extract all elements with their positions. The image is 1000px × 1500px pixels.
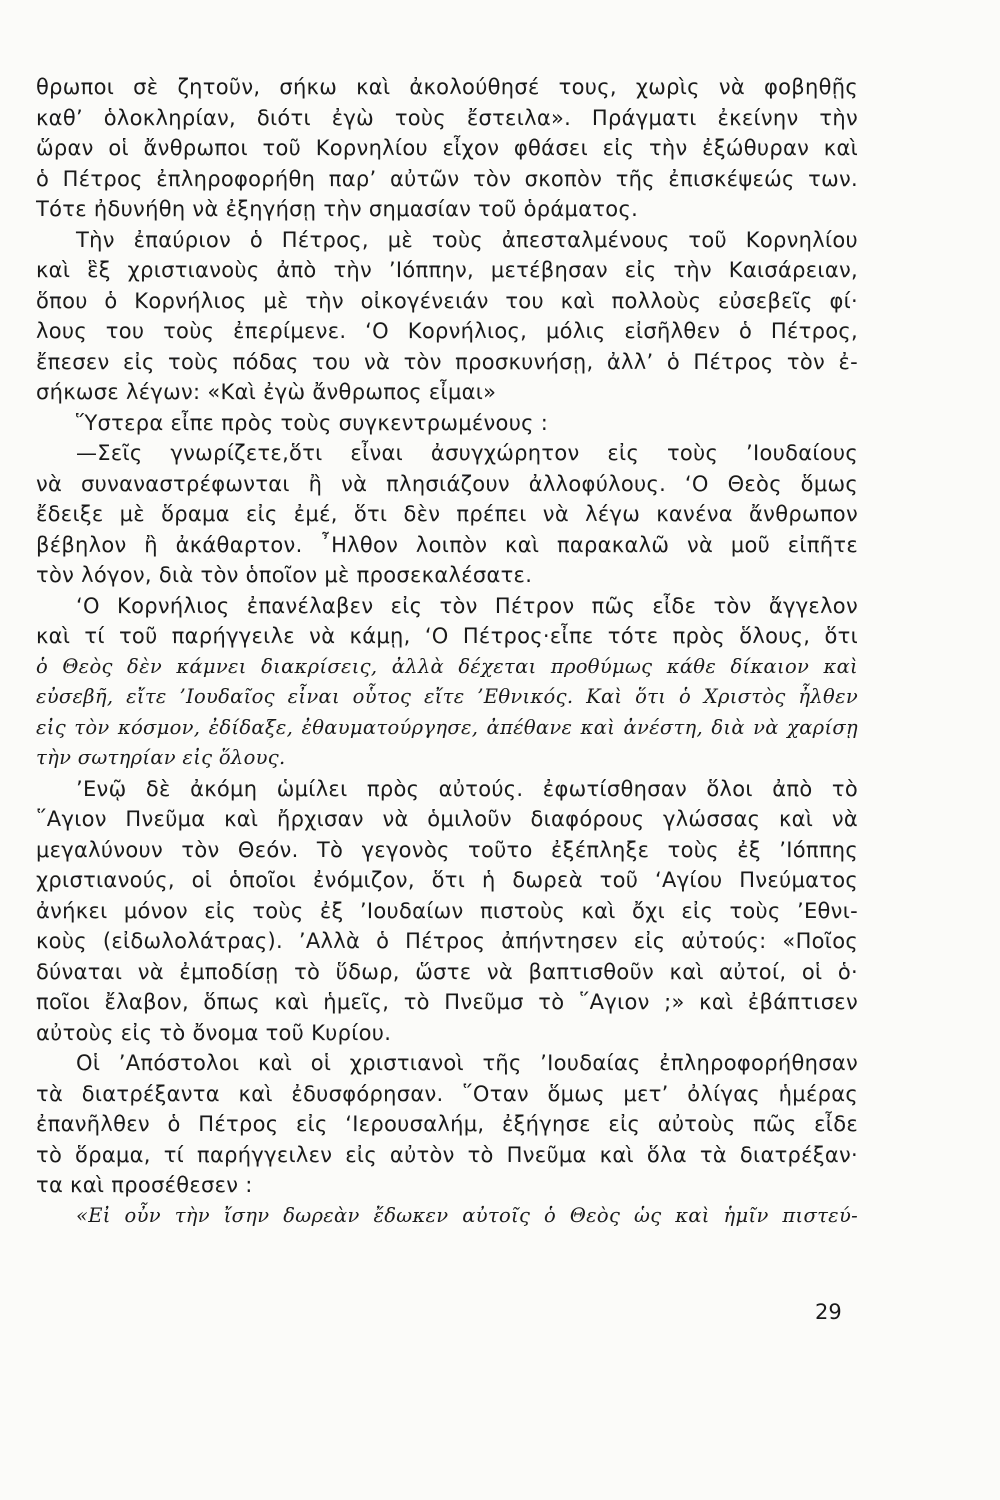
body-text (36, 72, 858, 1231)
text-line: Τὴν ἐπαύριον ὁ Πέτρος, μὲ τοὺς ἀπεσταλμένους τοῦ Κορνηλίου (76, 227, 858, 252)
text-line: ’Ενῷ δὲ ἀκόμη ὡμίλει πρὸς αὐτούς. ἐφωτίσθησαν ὅλοι ἀπὸ τὸ (76, 776, 858, 801)
text-line: λους του τοὺς ἐπερίμενε. ‘Ο Κορνήλιος, μόλις εἰσῆλθεν ὁ Πέτρος, (36, 319, 858, 343)
text-line: καὶ ἓξ χριστιανοὺς ἀπὸ τὴν ’Ιόππην, μετέβησαν εἰς τὴν Καισάρειαν, (36, 258, 858, 282)
text-line: βέβηλον ἢ ἀκάθαρτον. ῏Ηλθον λοιπὸν καὶ παρακαλῶ νὰ μοῦ εἰπῆτε (36, 532, 858, 557)
text-line: καὶ τί τοῦ παρήγγειλε νὰ κάμῃ, ‘Ο Πέτρος·εἶπε τότε πρὸς ὅλους, ὅτι (36, 624, 858, 648)
text-line: ποῖοι ἔλαβον, ὅπως καὶ ἡμεῖς, τὸ Πνεῦμσ τὸ ῞Αγιον ;» καὶ ἐβάπτισεν (36, 990, 858, 1014)
text-line: τὸ ὅραμα, τί παρήγγειλεν εἰς αὐτὸν τὸ Πνεῦμα καὶ ὅλα τὰ διατρέξαν· (36, 1142, 858, 1167)
text-line: ἀνήκει μόνον εἰς τοὺς ἐξ ’Ιουδαίων πιστοὺς καὶ ὄχι εἰς τοὺς ’Εθνι- (36, 898, 858, 923)
text-line: τὰ διατρέξαντα καὶ ἐδυσφόρησαν. ῞Οταν ὅμως μετ’ ὀλίγας ἡμέρας (36, 1081, 858, 1106)
text-line-italic: εὐσεβῆ, εἴτε ’Ιουδαῖος εἶναι οὗτος εἴτε ’Εθνικός. Καὶ ὅτι ὁ Χριστὸς ἦλθεν (36, 685, 858, 708)
text-line: τα καὶ προσέθεσεν : (36, 1173, 253, 1197)
text-line: αὐτοὺς εἰς τὸ ὄνομα τοῦ Κυρίου. (36, 1020, 392, 1045)
text-line: ἔπεσεν εἰς τοὺς πόδας του νὰ τὸν προσκυνήσῃ, ἀλλ’ ὁ Πέτρος τὸν ἐ- (36, 349, 858, 374)
text-line: τὸν λόγον, διὰ τὸν ὁποῖον μὲ προσεκαλέσατε. (36, 563, 533, 587)
text-line: Τότε ἠδυνήθη νὰ ἐξηγήσῃ τὴν σημασίαν τοῦ ὁράματος. (36, 197, 639, 221)
text-line: ῞Αγιον Πνεῦμα καὶ ἤρχισαν νὰ ὁμιλοῦν διαφόρους γλώσσας καὶ νὰ (36, 807, 858, 831)
text-line: ὅπου ὁ Κορνήλιος μὲ τὴν οἰκογένειάν του καὶ πολλοὺς εὐσεβεῖς φί· (36, 288, 858, 313)
text-line: χριστιανούς, οἱ ὁποῖοι ἐνόμιζον, ὅτι ἡ δωρεὰ τοῦ ‘Αγίου Πνεύματος (36, 868, 858, 892)
text-line-italic: ὁ Θεὸς δὲν κάμνει διακρίσεις, ἀλλὰ δέχεται προθύμως κάθε δίκαιον καὶ (36, 654, 858, 678)
page-number: 29 (815, 1300, 842, 1324)
text-line-italic: εἰς τὸν κόσμον, ἐδίδαξε, ἐθαυματούργησε, ἀπέθανε καὶ ἀνέστη, διὰ νὰ χαρίσῃ (36, 715, 858, 739)
text-line: θρωποι σὲ ζητοῦν, σήκω καὶ ἀκολούθησέ τους, χωρὶς νὰ φοβηθῇς (36, 75, 858, 99)
text-line: κοὺς (εἰδωλολάτρας). ’Αλλὰ ὁ Πέτρος ἀπήντησεν εἰς αὐτούς: «Ποῖος (36, 929, 858, 953)
text-line: καθ’ ὁλοκληρίαν, διότι ἐγὼ τοὺς ἔστειλα». Πράγματι ἐκείνην τὴν (36, 105, 858, 130)
text-line: ἔδειξε μὲ ὅραμα εἰς ἐμέ, ὅτι δὲν πρέπει νὰ λέγω κανένα ἄνθρωπον (36, 502, 858, 526)
text-line: —Σεῖς γνωρίζετε,ὅτι εἶναι ἀσυγχώρητον εἰς τοὺς ’Ιουδαίους (76, 441, 858, 465)
text-line: σήκωσε λέγων: «Καὶ ἐγὼ ἄνθρωπος εἶμαι» (36, 380, 497, 404)
text-line-italic: «Εἰ οὖν τὴν ἴσην δωρεὰν ἔδωκεν αὐτοῖς ὁ Θεὸς ὡς καὶ ἡμῖν πιστεύ- (76, 1203, 858, 1227)
text-line: Οἱ ’Απόστολοι καὶ οἱ χριστιανοὶ τῆς ’Ιουδαίας ἐπληροφορήθησαν (76, 1051, 858, 1075)
text-line: ὥραν οἱ ἄνθρωποι τοῦ Κορνηλίου εἶχον φθάσει εἰς τὴν ἐξώθυραν καὶ (36, 136, 858, 160)
text-line-italic: τὴν σωτηρίαν εἰς ὅλους. (36, 746, 286, 769)
text-line: Ὕστερα εἶπε πρὸς τοὺς συγκεντρωμένους : (76, 410, 549, 435)
text-line: νὰ συναναστρέφωνται ἢ νὰ πλησιάζουν ἀλλοφύλους. ‘Ο Θεὸς ὅμως (36, 471, 858, 496)
text-line: ‘Ο Κορνήλιος ἐπανέλαβεν εἰς τὸν Πέτρον πῶς εἶδε τὸν ἄγγελον (76, 593, 858, 618)
text-line: ἐπανῆλθεν ὁ Πέτρος εἰς ‘Ιερουσαλήμ, ἐξήγησε εἰς αὐτοὺς πῶς εἶδε (36, 1112, 858, 1136)
text-line: μεγαλύνουν τὸν Θεόν. Τὸ γεγονὸς τοῦτο ἐξέπληξε τοὺς ἐξ ’Ιόππης (36, 837, 858, 862)
text-line: ὁ Πέτρος ἐπληροφορήθη παρ’ αὐτῶν τὸν σκοπὸν τῆς ἐπισκέψεώς των. (36, 166, 858, 191)
text-line: δύναται νὰ ἐμποδίσῃ τὸ ὕδωρ, ὥστε νὰ βαπτισθοῦν καὶ αὐτοί, οἱ ὁ· (36, 959, 858, 984)
